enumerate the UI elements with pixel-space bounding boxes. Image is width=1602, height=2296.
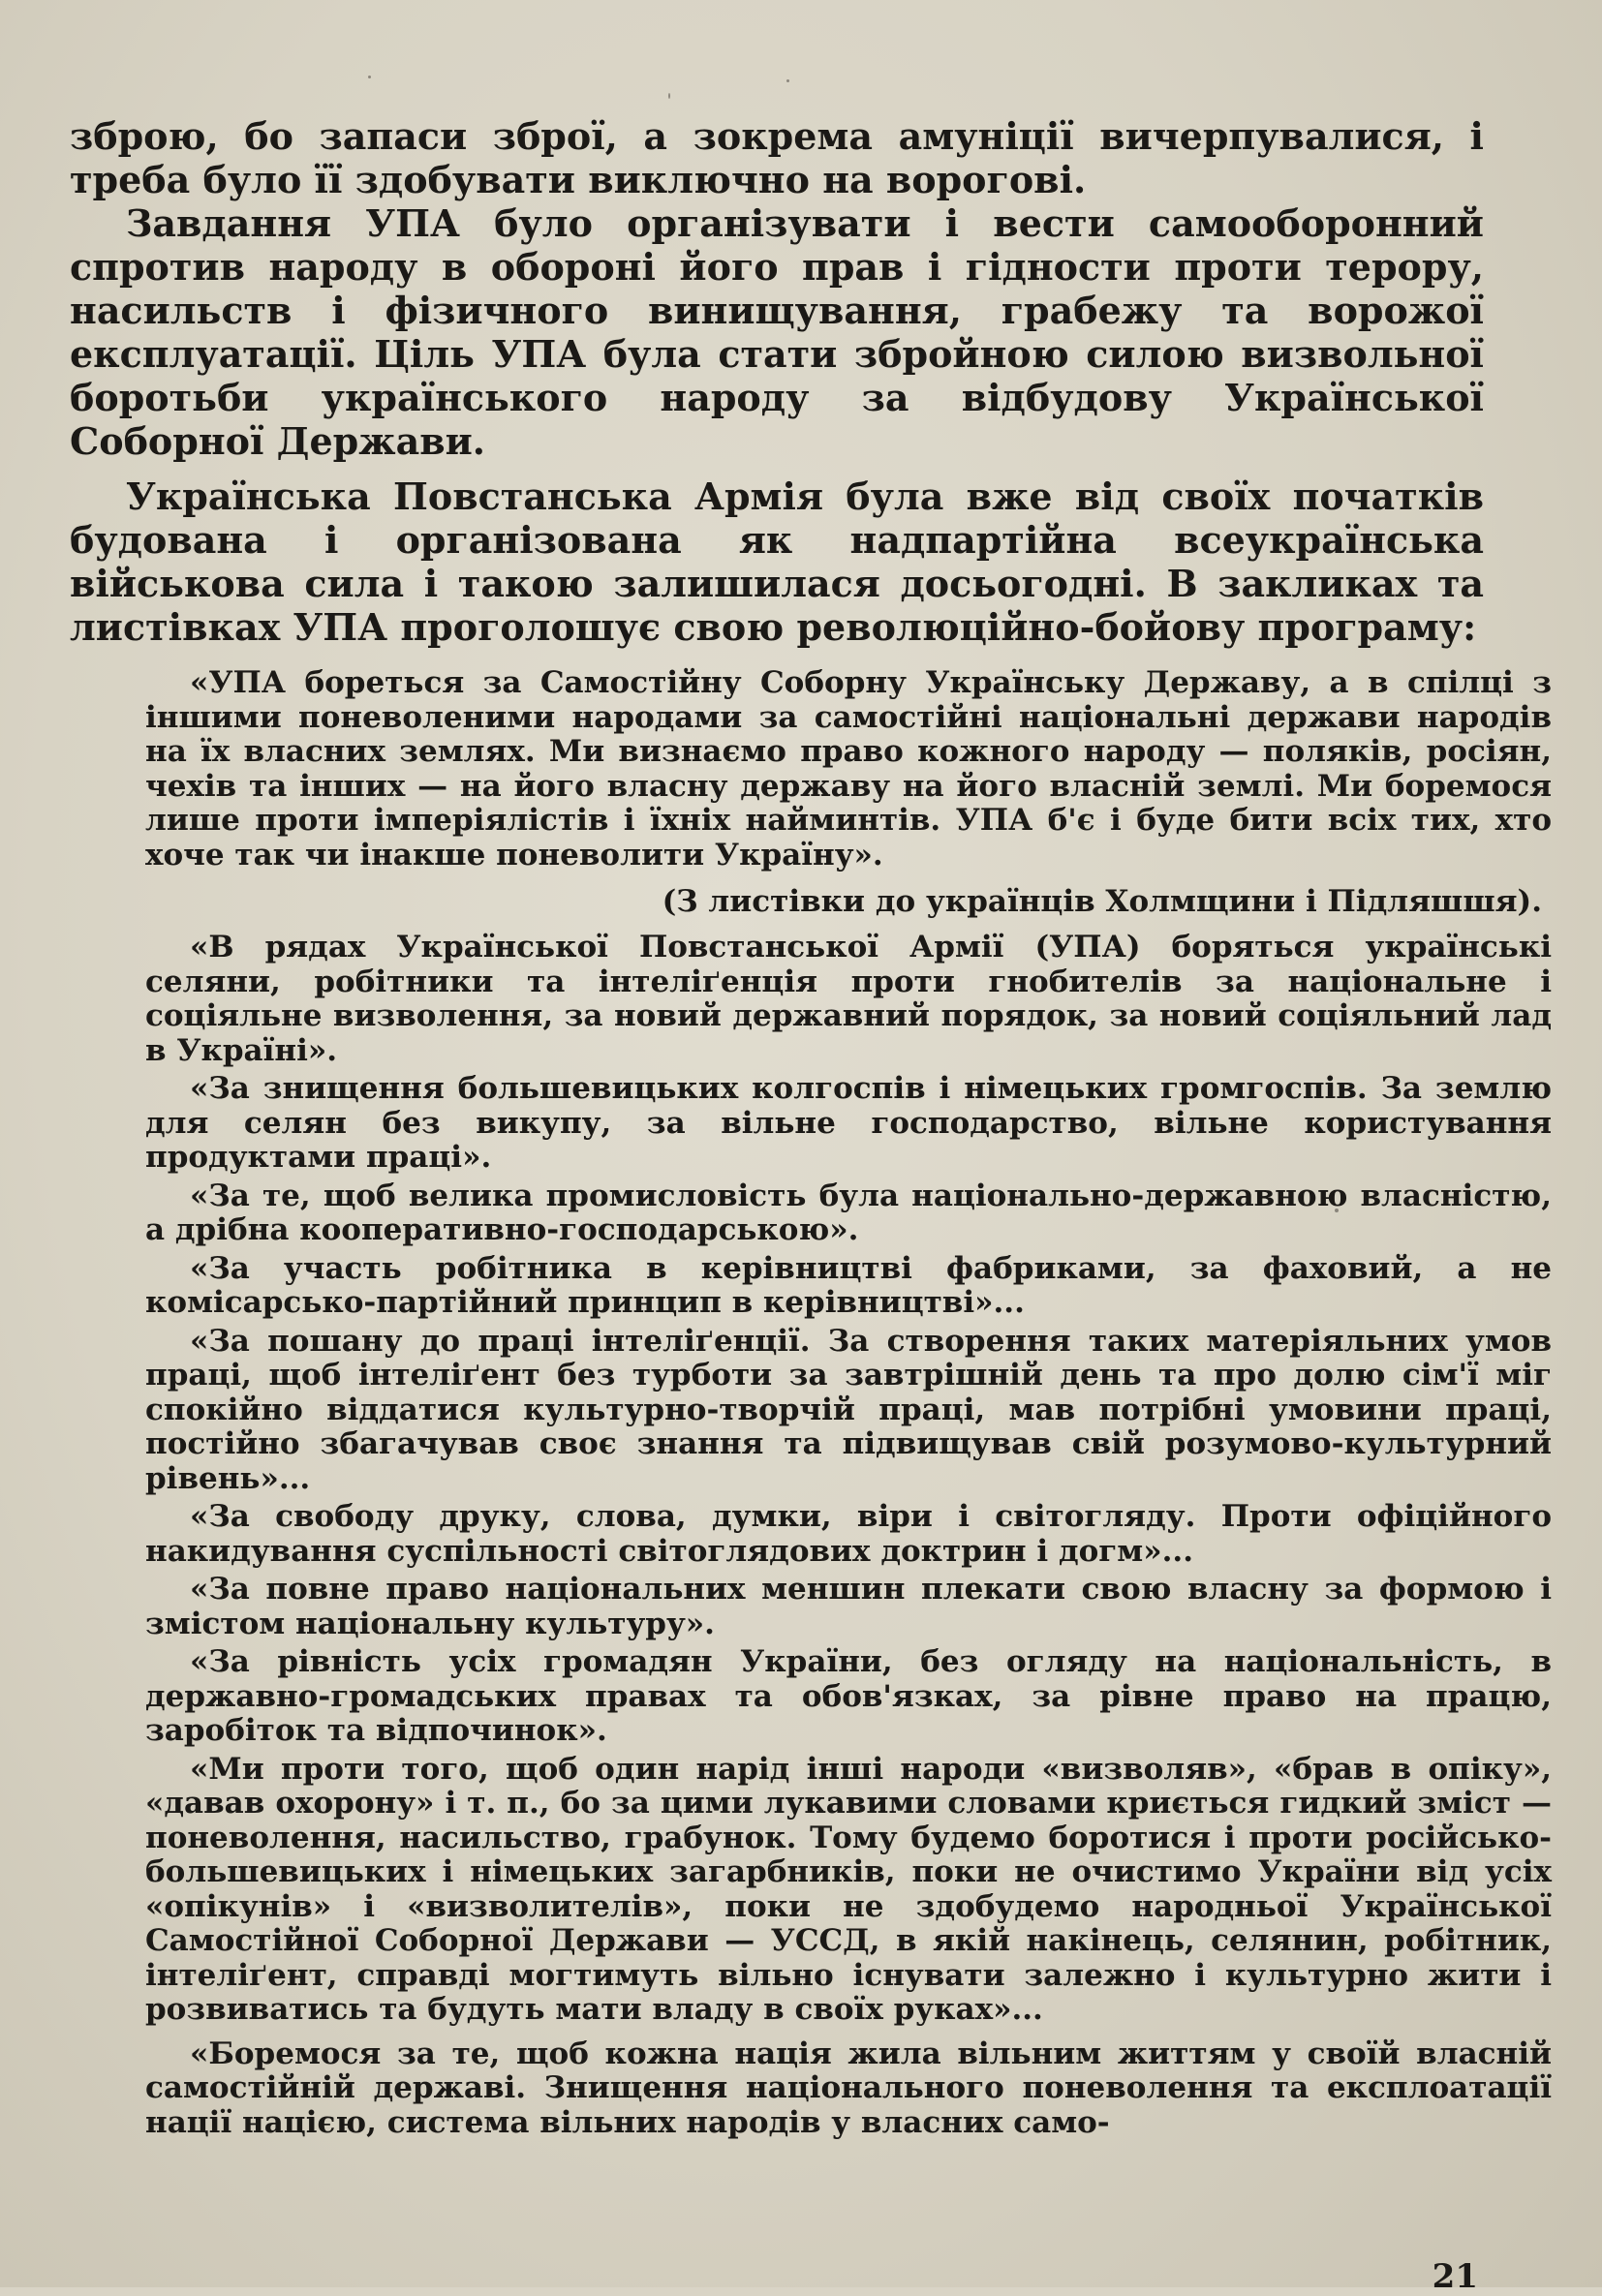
quote-item: «За пошану до праці інтеліґенції. За створення таких матеріяльних умов праці, щоб інтеліґент без турботи за завтрішній день та про долю сім'ї міг спокійно віддатися культурно-творчій праці, мав потрібні умовини праці, постійно збагачував своє знання та підвищував свій розумово-культурний рівень»... xyxy=(145,1323,1552,1496)
quote-item: «За рівність усіх громадян України, без огляду на національність, в державно-громадських правах та обов'язках, за рівне право на працю, заробіток та відпочинок». xyxy=(145,1644,1552,1748)
quote-item: «Ми проти того, щоб один нарід інші народи «визволяв», «брав в опіку», «давав охорону» і т. п., бо за цими лукавими словами криється гидкий зміст — поневолення, насильство, грабунок. Тому будемо боротися і проти російсько-большевицьких і німецьких загарбників, поки не очистимо України від усіх «опікунів» і «визволителів», поки не здобудемо народньої Української Самостійної Соборної Держави — УССД, в якій накінець, селянин, робітник, інтеліґент, справді могтимуть вільно існувати залежно і культурно жити і розвиватись та будуть мати владу в своїх руках»... xyxy=(145,1751,1552,2027)
quote-item: «За повне право національних меншин плекати свою власну за формою і змістом національну культуру». xyxy=(145,1572,1552,1641)
quote-item: «В рядах Української Повстанської Армії (УПА) боряться українські селяни, робітники та інтеліґенція проти гнобителів за національне і соціяльне визволення, за новий державний порядок, за новий соціяльний лад в Україні». xyxy=(145,930,1552,1068)
paragraph-upa-army: Українська Повстанська Армія була вже від своїх початків будована і організована як надпартійна всеукраїнська військова сила і такою залишилася досьогодні. В закликах та листівках УПА проголошує свою революційно-бойову програму: xyxy=(70,475,1484,649)
quote-last: «Боремося за те, щоб кожна нація жила вільним життям у своїй власній самостійній державі. Знищення національного поневолення та експлоатації нації нацією, система вільних народів у власних само- xyxy=(145,2036,1552,2140)
print-speck xyxy=(368,76,371,78)
quote-item: «За те, щоб велика промисловість була національно-державною власністю, а дрібна кооперативно-господарською». xyxy=(145,1178,1552,1247)
print-speck xyxy=(668,93,670,99)
body-text xyxy=(70,114,1552,2144)
quotations-block xyxy=(70,666,1552,2140)
quote-item: «За участь робітника в керівництві фабриками, за фаховий, а не комісарсько-партійний принцип в керівництві»... xyxy=(145,1250,1552,1320)
paragraph-upa-task: Завдання УПА було організувати і вести самооборонний спротив народу в обороні його прав і гідности проти терору, насильств і фізичного винищування, грабежу та ворожої експлуатації. Ціль УПА була стати збройною силою визвольної боротьби українського народу за відбудову Української Соборної Держави. xyxy=(70,201,1484,463)
quote-first: «УПА бореться за Самостійну Соборну Українську Державу, а в спілці з іншими поневоленими народами за самостійні національні держави народів на їх власних землях. Ми визнаємо право кожного народу — поляків, росіян, чехів та інших — на його власну державу на його власній землі. Ми боремося лише проти імперіялістів і їхніх найминтів. УПА б'є і буде бити всіх тих, хто хоче так чи інакше поневолити Україну». xyxy=(145,665,1552,872)
print-speck xyxy=(786,79,789,82)
quote-item: «За свободу друку, слова, думки, віри і світогляду. Проти офіційного накидування суспільності світоглядових доктрин і догм»... xyxy=(145,1499,1552,1569)
page-number: 21 xyxy=(1432,2257,1478,2296)
quote-source: (З листівки до українців Холмщини і Підляшшя). xyxy=(662,884,1542,919)
paragraph-continuation: зброю, бо запаси зброї, а зокрема амуніції вичерпувалися, і треба було її здобувати виключно на ворогові. xyxy=(70,114,1484,201)
quote-item: «За знищення большевицьких колгоспів і німецьких громгоспів. За землю для селян без викупу, за вільне господарство, вільне користування продуктами праці». xyxy=(145,1071,1552,1175)
